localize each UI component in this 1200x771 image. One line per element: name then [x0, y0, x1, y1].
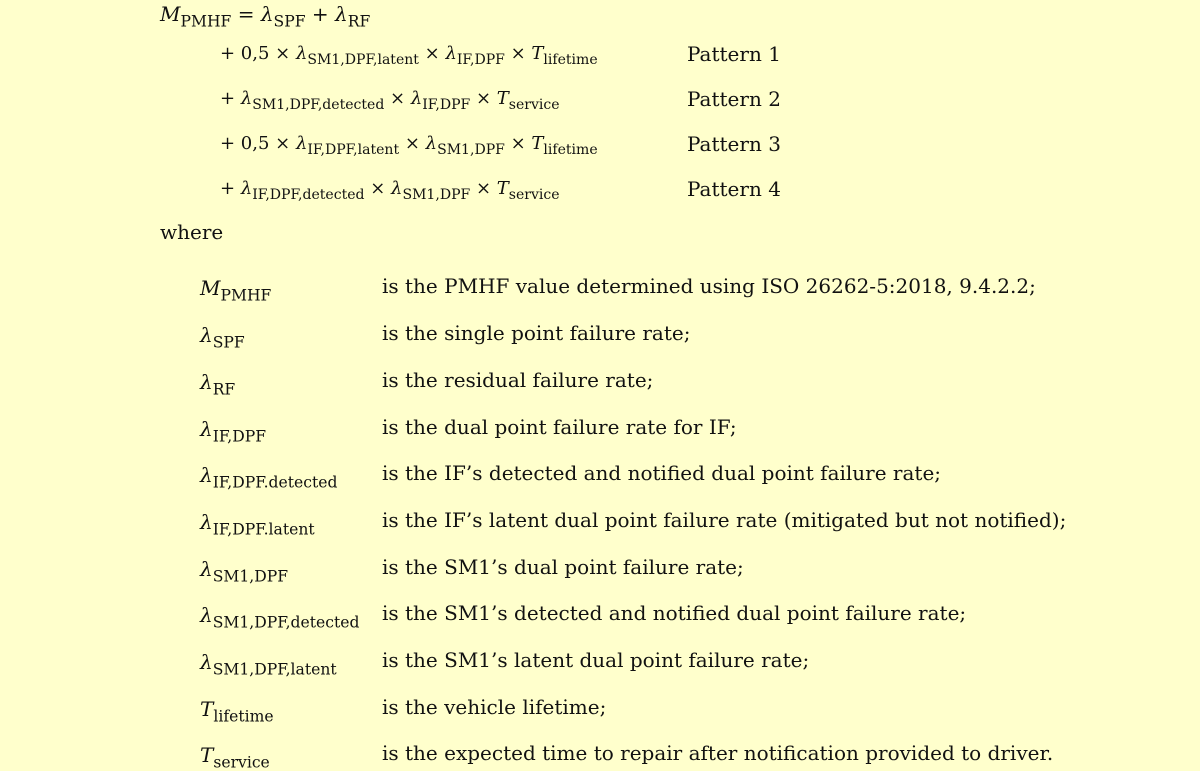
subscript: SM1,DPF	[212, 567, 289, 586]
equation-term-1	[220, 43, 598, 68]
definition-text: is the IF’s latent dual point failure rate (mitigated but not notified);	[382, 508, 1067, 532]
subscript: lifetime	[543, 51, 598, 68]
symbol-lambda: λ	[410, 88, 423, 109]
definition-text: is the SM1’s detected and notified dual point failure rate;	[382, 601, 967, 625]
subscript: service	[213, 753, 270, 771]
definition-symbol	[200, 463, 337, 491]
pmhf-equation-head	[160, 2, 370, 30]
times-sign: ×	[399, 133, 426, 154]
term-prefix: + 0,5 ×	[220, 133, 296, 154]
subscript: lifetime	[543, 141, 598, 158]
definition-text: is the dual point failure rate for IF;	[382, 415, 737, 439]
definition-symbol	[200, 510, 315, 538]
subscript: IF,DPF	[422, 96, 471, 113]
equation-term-3	[220, 133, 598, 158]
times-sign: ×	[504, 43, 532, 64]
symbol-lambda: λ	[200, 463, 213, 487]
symbol-t: T	[496, 88, 509, 109]
pattern-label-2: Pattern 2	[687, 87, 781, 111]
subscript: SM1,DPF,detected	[212, 613, 360, 632]
plus-sign: +	[305, 2, 336, 26]
subscript: lifetime	[213, 707, 274, 726]
symbol-m: M	[160, 2, 181, 26]
equation-term-2	[220, 88, 560, 113]
definition-symbol	[200, 323, 245, 351]
definition-text: is the SM1’s dual point failure rate;	[382, 555, 744, 579]
symbol-t: T	[531, 43, 544, 64]
subscript: service	[508, 96, 560, 113]
where-label: where	[160, 220, 224, 244]
symbol-lambda: λ	[200, 370, 213, 394]
subscript: SPF	[273, 12, 306, 31]
symbol-lambda: λ	[240, 178, 253, 199]
symbol-lambda: λ	[425, 133, 438, 154]
definition-symbol	[200, 370, 235, 398]
times-sign: ×	[470, 88, 497, 109]
subscript: IF,DPF,latent	[307, 141, 400, 158]
subscript: IF,DPF	[212, 427, 267, 446]
symbol-lambda: λ	[240, 88, 253, 109]
times-sign: ×	[384, 88, 411, 109]
symbol-t: T	[200, 697, 214, 721]
symbol-t: T	[200, 743, 214, 767]
definition-text: is the residual failure rate;	[382, 368, 654, 392]
subscript: RF	[212, 380, 236, 399]
symbol-lambda: λ	[200, 650, 213, 674]
subscript: IF,DPF,detected	[252, 186, 365, 203]
subscript: PMHF	[220, 286, 272, 305]
definition-symbol	[200, 557, 288, 585]
times-sign: ×	[364, 178, 392, 199]
symbol-lambda: λ	[200, 323, 213, 347]
term-prefix: + 0,5 ×	[220, 43, 296, 64]
times-sign: ×	[504, 133, 532, 154]
symbol-t: T	[496, 178, 509, 199]
subscript: SM1,DPF	[402, 186, 471, 203]
symbol-lambda: λ	[200, 417, 213, 441]
subscript: IF,DPF	[456, 51, 505, 68]
symbol-m: M	[200, 276, 221, 300]
pattern-label-1: Pattern 1	[687, 42, 781, 66]
symbol-lambda: λ	[295, 43, 308, 64]
subscript: IF,DPF.detected	[212, 473, 338, 492]
equation-term-4	[220, 178, 560, 203]
subscript: service	[508, 186, 560, 203]
symbol-lambda: λ	[260, 2, 274, 26]
subscript: RF	[347, 12, 371, 31]
symbol-lambda: λ	[295, 133, 308, 154]
symbol-lambda: λ	[445, 43, 457, 64]
subscript: SPF	[212, 333, 245, 352]
subscript: IF,DPF.latent	[212, 520, 315, 539]
definition-text: is the expected time to repair after notification provided to driver.	[382, 741, 1054, 765]
definition-text: is the vehicle lifetime;	[382, 695, 607, 719]
symbol-lambda: λ	[200, 510, 213, 534]
subscript: SM1,DPF,latent	[307, 51, 419, 68]
term-prefix: +	[220, 178, 241, 199]
definition-symbol	[200, 743, 270, 771]
times-sign: ×	[418, 43, 446, 64]
definition-text: is the SM1’s latent dual point failure rate;	[382, 648, 810, 672]
subscript: PMHF	[180, 12, 232, 31]
definition-symbol	[200, 650, 337, 678]
definition-text: is the IF’s detected and notified dual point failure rate;	[382, 461, 942, 485]
definition-symbol	[200, 697, 274, 725]
definition-text: is the PMHF value determined using ISO 26262-5:2018, 9.4.2.2;	[382, 274, 1036, 298]
symbol-t: T	[531, 133, 544, 154]
pattern-label-3: Pattern 3	[687, 132, 781, 156]
symbol-lambda: λ	[391, 178, 403, 199]
subscript: SM1,DPF,latent	[212, 660, 337, 679]
definition-symbol	[200, 276, 271, 304]
definition-text: is the single point failure rate;	[382, 321, 691, 345]
equals-sign: =	[231, 2, 261, 26]
subscript: SM1,DPF,detected	[252, 96, 385, 113]
symbol-lambda: λ	[335, 2, 348, 26]
definition-symbol	[200, 603, 359, 631]
definition-symbol	[200, 417, 266, 445]
symbol-lambda: λ	[200, 557, 213, 581]
times-sign: ×	[470, 178, 497, 199]
symbol-lambda: λ	[200, 603, 213, 627]
term-prefix: +	[220, 88, 241, 109]
pattern-label-4: Pattern 4	[687, 177, 781, 201]
subscript: SM1,DPF	[437, 141, 505, 158]
